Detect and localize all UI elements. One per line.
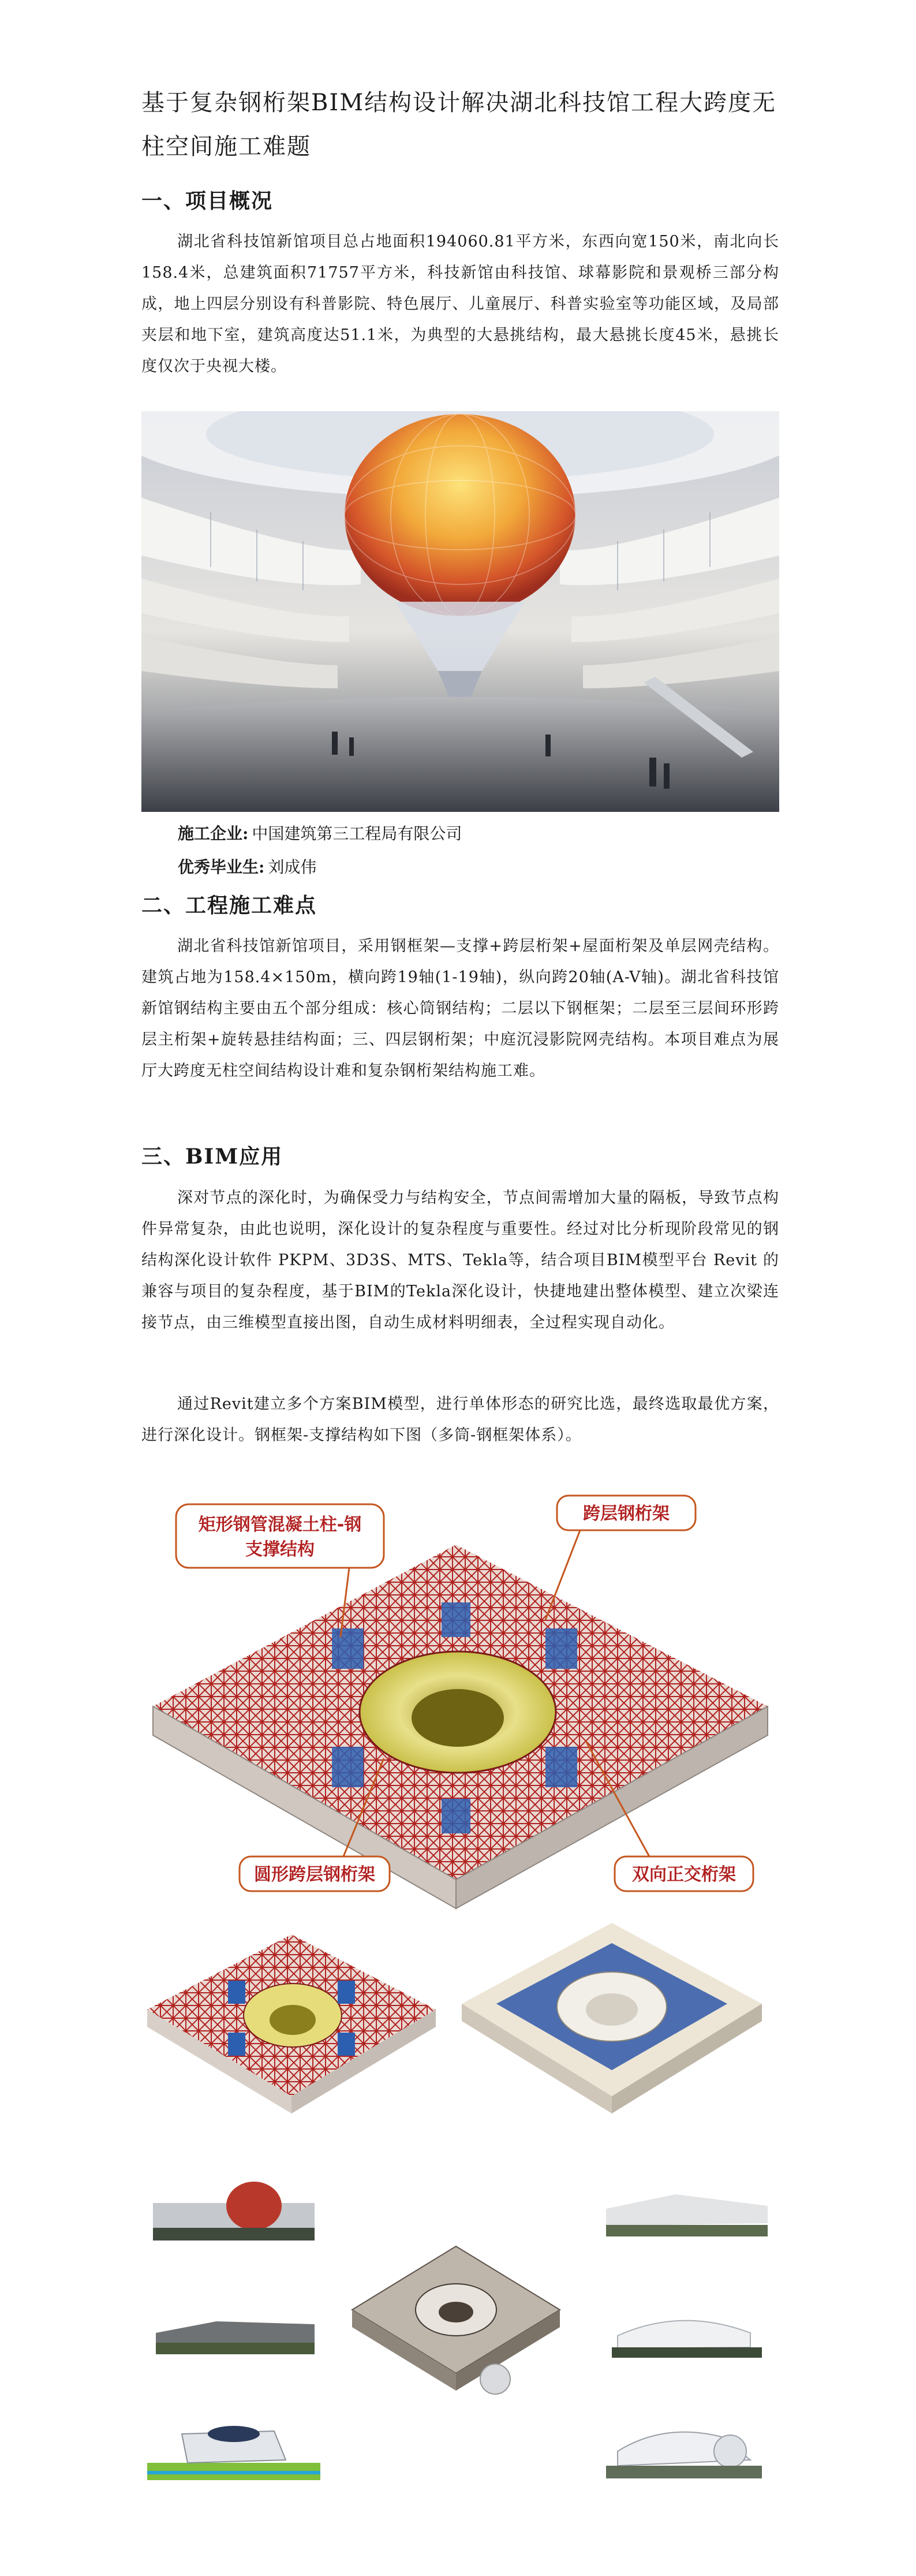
building-thumb-right-2-image (595, 2301, 773, 2362)
company-label: 施工企业: (178, 824, 249, 843)
steel-model-section-image (141, 1923, 442, 2119)
callout-bottom-right-label: 双向正交桁架 (632, 1865, 736, 1885)
construction-company-line (178, 821, 462, 844)
difficulties-paragraph: 湖北省科技馆新馆项目，采用钢框架—支撑+跨层桁架+屋面桁架及单层网壳结构。建筑占地为158.4×150m，横向跨19轴(1-19轴)，纵向跨20轴(A-V轴)。湖北省科技馆新馆钢结构主要由五个部分组成：核心筒钢结构；二层以下钢框架；二层至三层间环形跨层主桁架+旋转悬挂结构面；三、四层钢桁架；中庭沉浸影院网壳结构。本项目难点为展厅大跨度无柱空间结构设计难和复杂钢桁架结构施工难。 (141, 937, 779, 1080)
building-thumb-right-1-image (595, 2180, 773, 2241)
graduate-line (178, 855, 316, 878)
bim-paragraph-1: 深对节点的深化时，为确保受力与结构安全，节点间需增加大量的隔板，导致节点构件异常复杂，由此也说明，深化设计的复杂程度与重要性。经过对比分析现阶段常见的钢结构深化设计软件 PKPM、3D3S、MTS、Tekla等，结合项目BIM模型平台 Revit 的兼容与项目的复杂程度，基于BIM的Tekla深化设计，快捷地建出整体模型、建立次梁连接节点，由三维模型直接出图，自动生成材料明细表，全过程实现自动化。 (141, 1189, 779, 1332)
section-heading-difficulties: 二、工程施工难点 (141, 893, 317, 918)
callout-top-right (545, 1496, 696, 1620)
building-thumb-right-3-image (595, 2411, 773, 2483)
building-thumb-center-model-image (341, 2235, 571, 2408)
callout-top-right-label: 跨层钢桁架 (583, 1504, 670, 1524)
callout-bottom-left-label: 圆形跨层钢桁架 (254, 1865, 375, 1885)
steel-structure-figure (141, 1487, 779, 1911)
overview-paragraph: 湖北省科技馆新馆项目总占地面积194060.81平方米，东西向宽150米，南北向长158.4米，总建筑面积71757平方米，科技新馆由科技馆、球幕影院和景观桥三部分构成，地上四层分别设有科普影院、特色展厅、儿童展厅、科普实验室等功能区域，及局部夹层和地下室，建筑高度达51.1米，为典型的大悬挑结构，最大悬挑长度45米，悬挑长度仅次于央视大楼。 (141, 233, 779, 375)
document-title: 基于复杂钢桁架BIM结构设计解决湖北科技馆工程大跨度无柱空间施工难题 (141, 90, 777, 160)
graduate-label: 优秀毕业生: (178, 858, 265, 877)
graduate-value: 刘成伟 (268, 858, 317, 877)
building-thumb-dome-image (147, 2177, 320, 2243)
callout-top-left-line1: 矩形钢管混凝土柱-钢 (198, 1515, 362, 1535)
company-value: 中国建筑第三工程局有限公司 (252, 824, 462, 843)
floor-model-image (456, 1911, 768, 2119)
section-heading-bim: 三、BIM应用 (141, 1145, 283, 1169)
callout-top-left-line2: 支撑结构 (245, 1539, 315, 1560)
building-thumb-left-2-image (147, 2301, 320, 2359)
building-thumb-left-3-image (147, 2411, 320, 2483)
atrium-rendering-image (141, 411, 779, 812)
section-heading-overview: 一、项目概况 (141, 189, 274, 213)
bim-paragraph-2: 通过Revit建立多个方案BIM模型，进行单体形态的研究比选，最终选取最优方案，进行深化设计。钢框架-支撑结构如下图（多筒-钢框架体系）。 (141, 1395, 779, 1444)
